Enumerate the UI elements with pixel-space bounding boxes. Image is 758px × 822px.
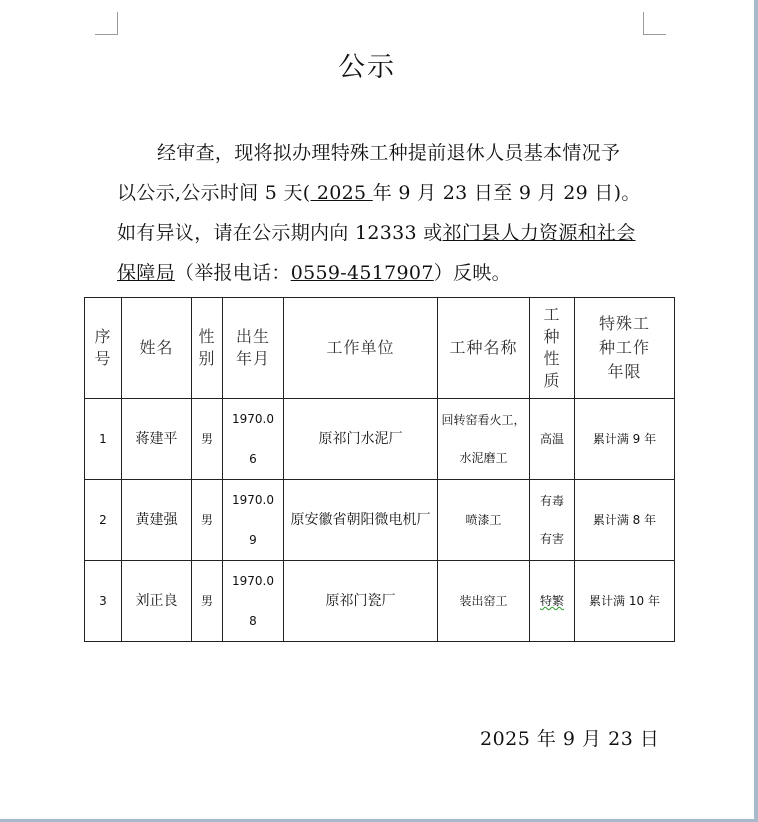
- cell-name: 蒋建平: [122, 399, 192, 480]
- header-nature: 工种性质: [530, 298, 575, 399]
- personnel-table: [84, 297, 675, 642]
- nature-part-1: 有毒: [539, 494, 564, 508]
- table-row: [85, 561, 675, 642]
- margin-mark-top-left: [95, 12, 118, 35]
- line4-start: （举报电话：: [174, 262, 291, 284]
- job-part-2: 水泥磨工: [459, 451, 508, 465]
- paragraph-line-3: [117, 213, 647, 253]
- birth-part-1: 1970.0: [232, 412, 274, 426]
- paragraph-line-2: [117, 173, 647, 213]
- line4-end: ）反映。: [433, 262, 511, 284]
- bureau-name-part2: 保障局: [117, 262, 175, 284]
- table-row: [85, 480, 675, 561]
- cell-job: [438, 399, 530, 480]
- header-seq: 序号: [85, 298, 122, 399]
- cell-birth: [223, 480, 284, 561]
- birth-part-2: 8: [249, 614, 257, 628]
- nature-part-2: 有害: [539, 532, 564, 546]
- table-header-row: [85, 298, 675, 399]
- cell-gender: 男: [192, 561, 223, 642]
- cell-seq: 2: [85, 480, 122, 561]
- publish-date: 2025 年 9 月 23 日: [480, 728, 660, 750]
- header-birth: 出生年月: [223, 298, 284, 399]
- line2-start: 以公示,公示时间 5 天(: [117, 182, 311, 204]
- cell-seq: 1: [85, 399, 122, 480]
- cell-job: 装出窑工: [438, 561, 530, 642]
- header-years: 特殊工种工作年限: [575, 298, 675, 399]
- bureau-name-part1: 祁门县人力资源和社会: [442, 222, 636, 244]
- cell-years: 累计满 9 年: [575, 399, 675, 480]
- birth-part-1: 1970.0: [232, 574, 274, 588]
- nature-text: 特繁: [539, 594, 564, 608]
- cell-name: 黄建强: [122, 480, 192, 561]
- report-phone: 0559-4517907: [290, 262, 434, 284]
- job-part-1: 回转窑看火工，: [441, 413, 526, 427]
- header-name: 姓名: [122, 298, 192, 399]
- birth-part-1: 1970.0: [232, 493, 274, 507]
- cell-job: 喷漆工: [438, 480, 530, 561]
- header-gender: 性别: [192, 298, 223, 399]
- paragraph-line-4: [117, 253, 647, 293]
- cell-nature: 高温: [530, 399, 575, 480]
- year-underlined: 2025: [310, 182, 373, 204]
- header-job: 工种名称: [438, 298, 530, 399]
- line3-start: 如有异议，请在公示期内向 12333 或: [117, 222, 443, 244]
- cell-unit: 原祁门瓷厂: [284, 561, 438, 642]
- cell-unit: 原祁门水泥厂: [284, 399, 438, 480]
- cell-seq: 3: [85, 561, 122, 642]
- cell-nature: [530, 561, 575, 642]
- cell-years: 累计满 10 年: [575, 561, 675, 642]
- cell-birth: [223, 561, 284, 642]
- cell-gender: 男: [192, 399, 223, 480]
- document-title: 公示: [338, 52, 396, 83]
- birth-part-2: 6: [249, 452, 257, 466]
- cell-nature: [530, 480, 575, 561]
- cell-years: 累计满 8 年: [575, 480, 675, 561]
- paragraph-line-1-text: 经审查，现将拟办理特殊工种提前退休人员基本情况予: [157, 142, 621, 164]
- line2-end: 年 9 月 23 日至 9 月 29 日)。: [372, 182, 641, 204]
- cell-birth: [223, 399, 284, 480]
- margin-mark-top-right: [643, 12, 666, 35]
- window-frame-right: [754, 0, 758, 822]
- paragraph-line-1: [157, 133, 687, 173]
- table-row: [85, 399, 675, 480]
- header-unit: 工作单位: [284, 298, 438, 399]
- cell-gender: 男: [192, 480, 223, 561]
- cell-unit: 原安徽省朝阳微电机厂: [284, 480, 438, 561]
- cell-name: 刘正良: [122, 561, 192, 642]
- birth-part-2: 9: [249, 533, 257, 547]
